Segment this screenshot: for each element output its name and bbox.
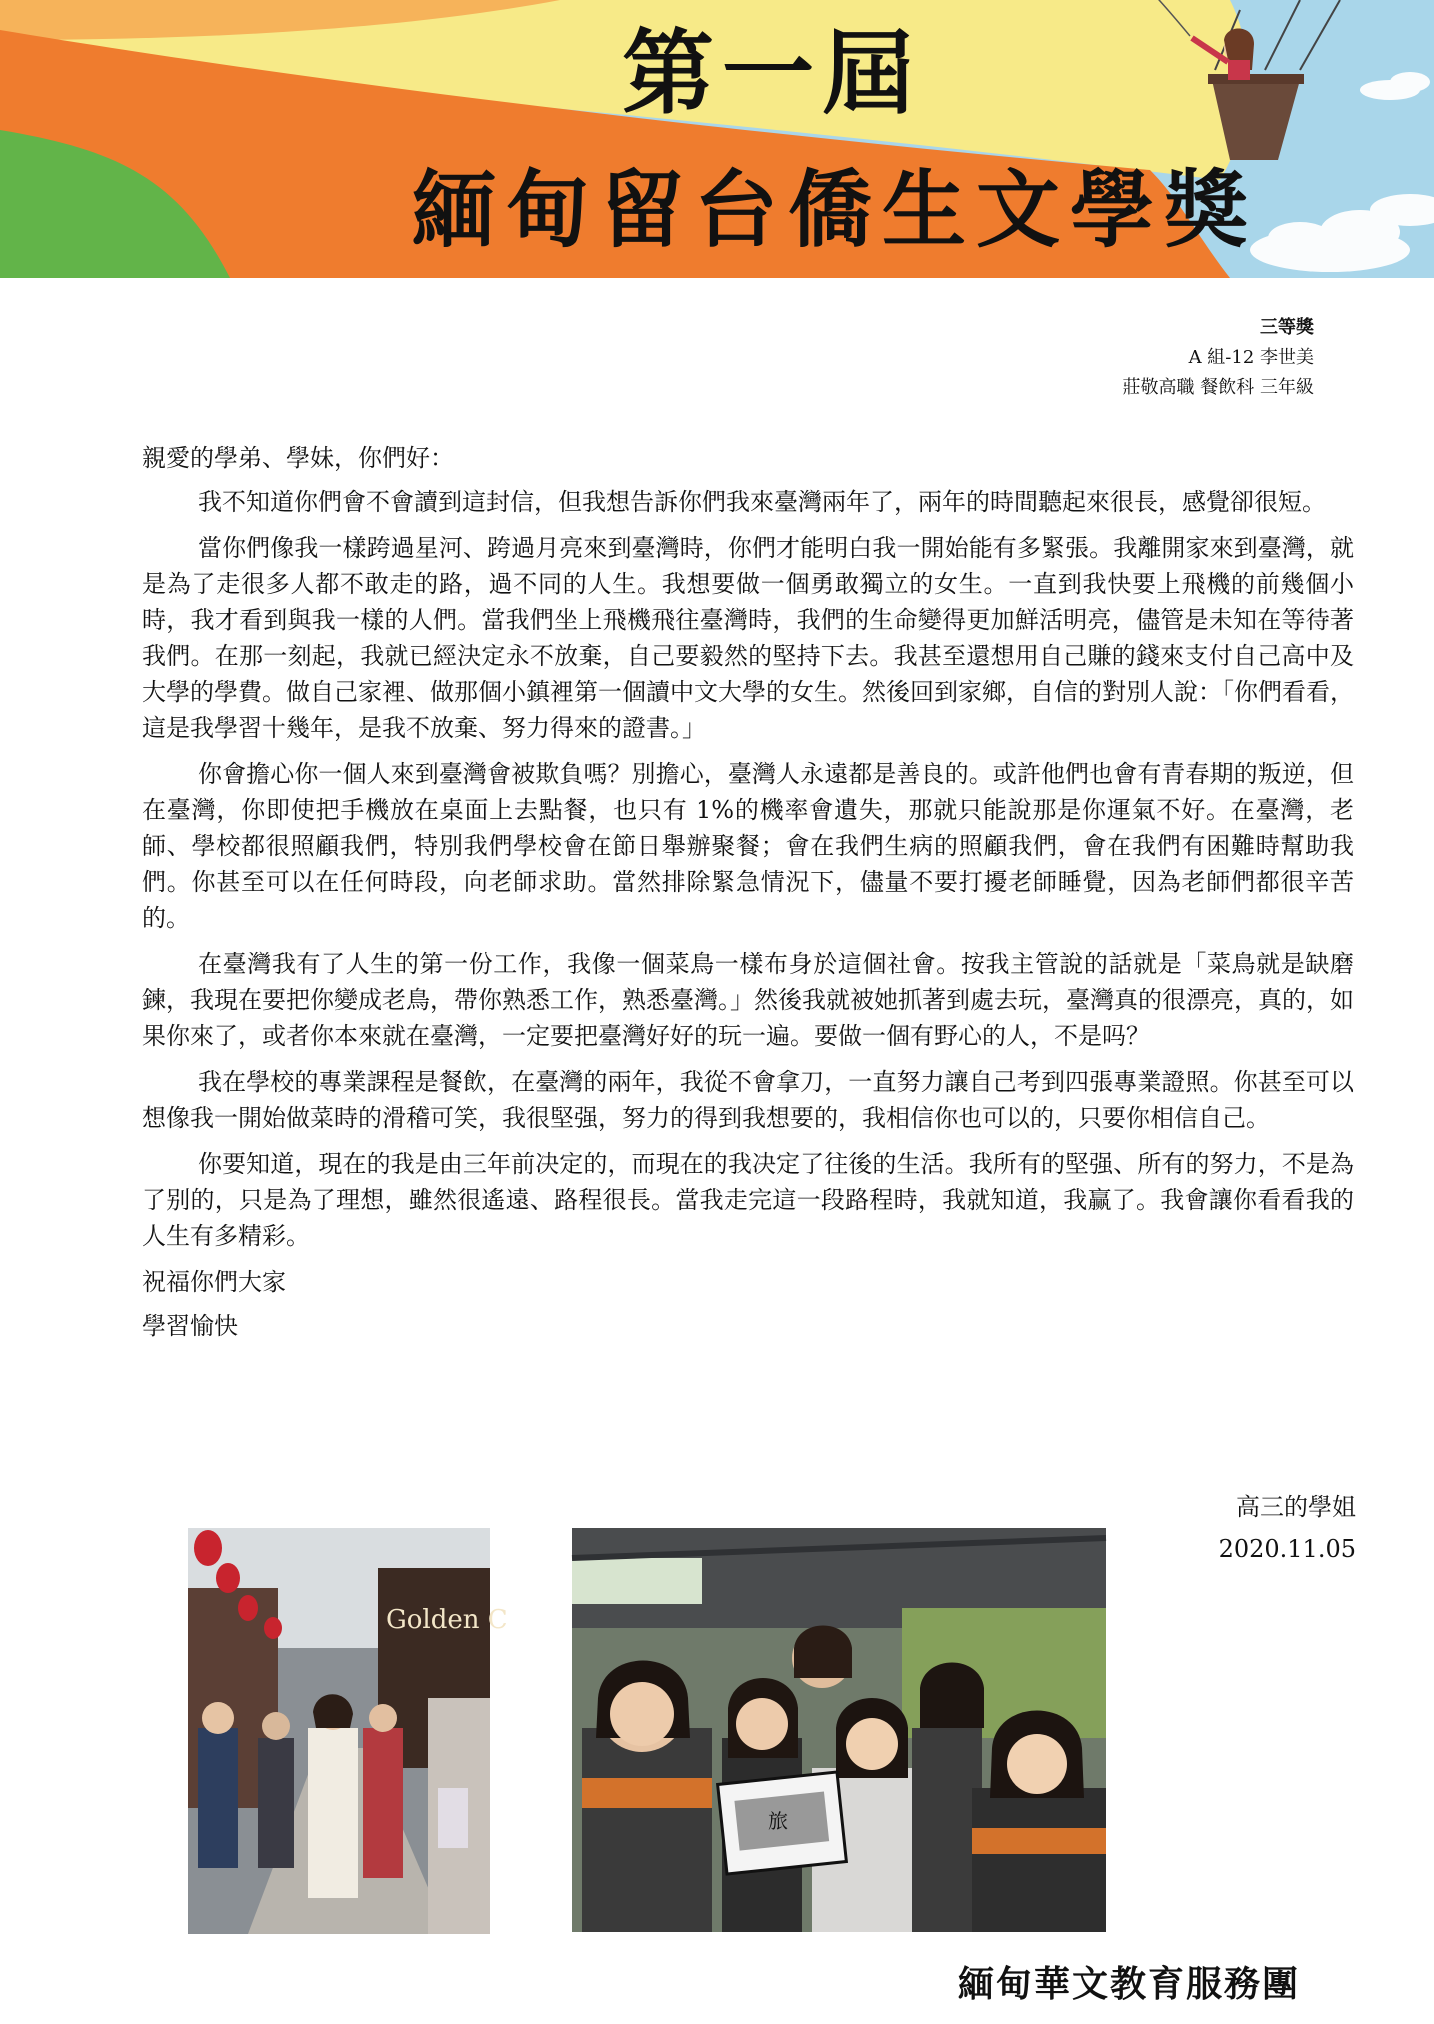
footer-organization: 緬甸華文教育服務團 [958,1963,1301,2005]
photo-street [188,1528,508,1934]
award-rank: 三等獎 [1260,317,1314,338]
letter-greeting: 親愛的學弟、學妹，你們好： [142,444,454,472]
shop-sign-text: Golden C [386,1605,508,1635]
award-entry: A 組-12 李世美 [1188,347,1314,368]
title-line-2: 緬甸留台僑生文學獎 [412,161,1259,259]
photo-street-image [188,1528,508,1934]
award-school: 莊敬高職 餐飲科 三年級 [1122,377,1314,398]
letter-paragraph: 你會擔心你一個人來到臺灣會被欺負嗎？別擔心，臺灣人永遠都是善良的。或許他們也會有青春期的叛逆，但在臺灣，你即使把手機放在桌面上去點餐，也只有 1%的機率會遺失，那就只能說那是你運氣不好。在臺灣，老師、學校都很照顧我們，特別我們學校會在節日舉辦聚餐；會在我們生病的照顧我們，會在我們有困難時幫助我們。你甚至可以在任何時段，向老師求助。當然排除緊急情況下，儘量不要打擾老師睡覺，因為老師們都很辛苦的。 [142,760,1354,932]
signature-from: 高三的學姐 [1236,1493,1356,1521]
letter-closing-2: 學習愉快 [142,1312,238,1340]
photo-group [572,1528,1106,1932]
letter-closing-1: 祝福你們大家 [142,1268,286,1296]
letter-paragraph: 我在學校的專業課程是餐飲，在臺灣的兩年，我從不會拿刀，一直努力讓自己考到四張專業證照。你甚至可以想像我一開始做菜時的滑稽可笑，我很堅强，努力的得到我想要的，我相信你也可以的，只要你相信自己。 [142,1068,1354,1132]
letter-paragraph: 你要知道，現在的我是由三年前决定的，而現在的我决定了往後的生活。我所有的堅强、所有的努力，不是為了别的，只是為了理想，雖然很遙遠、路程很長。當我走完這一段路程時，我就知道，我赢了。我會讓你看看我的人生有多精彩。 [142,1150,1354,1250]
letter-paragraph: 在臺灣我有了人生的第一份工作，我像一個菜鳥一樣布身於這個社會。按我主管說的話就是「菜鳥就是缺磨鍊，我現在要把你變成老鳥，帶你熟悉工作，熟悉臺灣。」然後我就被她抓著到處去玩，臺灣真的很漂亮，真的，如果你來了，或者你本來就在臺灣，一定要把臺灣好好的玩一遍。要做一個有野心的人，不是吗？ [142,950,1354,1050]
title-line-1: 第一屆 [622,20,923,127]
signature-date: 2020.11.05 [1218,1535,1356,1563]
banner [0,0,1434,278]
letter-paragraph: 當你們像我一樣跨過星河、跨過月亮來到臺灣時，你們才能明白我一開始能有多緊張。我離開家來到臺灣，就是為了走很多人都不敢走的路，過不同的人生。我想要做一個勇敢獨立的女生。一直到我快要上飛機的前幾個小時，我才看到與我一樣的人們。當我們坐上飛機飛往臺灣時，我們的生命變得更加鮮活明亮，儘管是未知在等待著我們。在那一刻起，我就已經決定永不放棄，自己要毅然的堅持下去。我甚至還想用自己賺的錢來支付自己高中及大學的學費。做自己家裡、做那個小鎮裡第一個讀中文大學的女生。然後回到家鄉，自信的對別人說：「你們看看，這是我學習十幾年，是我不放棄、努力得來的證書。」 [142,534,1354,742]
poster-text: 旅 [768,1809,788,1833]
letter-paragraph: 我不知道你們會不會讀到這封信，但我想告訴你們我來臺灣兩年了，兩年的時間聽起來很長，感覺卻很短。 [198,488,1326,516]
photo-group-image [572,1528,1106,1932]
letter-body [142,440,1354,1352]
